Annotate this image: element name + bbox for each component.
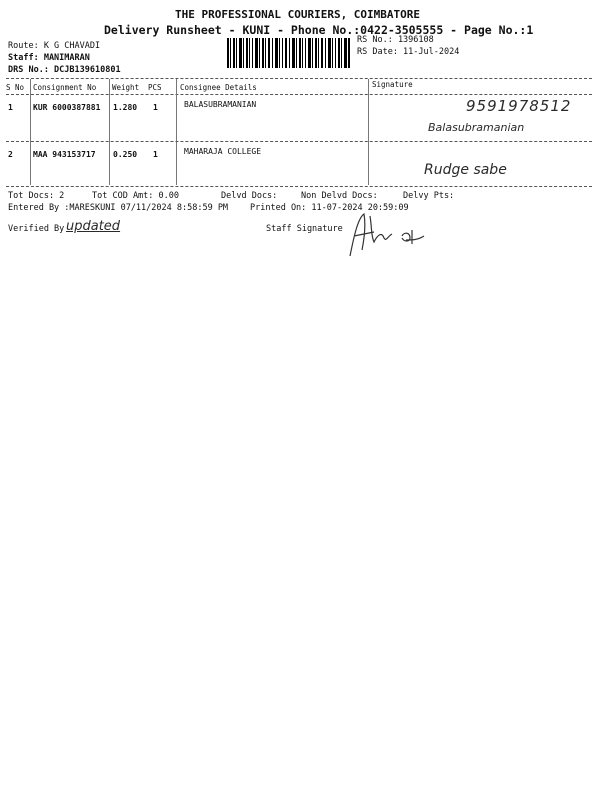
- company-title: THE PROFESSIONAL COURIERS, COIMBATORE: [175, 8, 421, 21]
- handwritten-name-1: Balasubramanian: [428, 121, 525, 134]
- entered-by: Entered By :MARESKUNI 07/11/2024 8:58:59 PM: [8, 203, 229, 213]
- row2-consignee: MAHARAJA COLLEGE: [184, 147, 262, 156]
- staff-signature-scribble: [340, 206, 430, 258]
- row2-consignment: MAA 943153717: [33, 150, 96, 159]
- table-top-rule: [6, 78, 592, 79]
- non-delvd-docs: Non Delvd Docs:: [301, 191, 378, 201]
- col-header-signature: Signature: [372, 80, 413, 89]
- row2-pcs: 1: [153, 150, 158, 159]
- route-label: Route: K G CHAVADI: [8, 41, 101, 51]
- staff-signature-label: Staff Signature: [266, 224, 343, 234]
- row1-consignment: KUR 6000387881: [33, 103, 101, 112]
- row2-weight: 0.250: [113, 150, 138, 159]
- col-divider: [109, 79, 110, 185]
- handwritten-name-2: Rudge sabe: [424, 162, 507, 178]
- verified-by-handwriting: updated: [66, 219, 121, 234]
- row1-pcs: 1: [153, 103, 158, 112]
- col-header-weight: Weight: [112, 83, 140, 92]
- col-header-pcs: PCS: [148, 83, 162, 92]
- runsheet-title: Delivery Runsheet - KUNI - Phone No.:0422-3505555 - Page No.:1: [104, 23, 534, 37]
- col-divider: [368, 79, 369, 185]
- drs-number: DRS No.: DCJB139610801: [8, 65, 121, 75]
- delvy-pts: Delvy Pts:: [403, 191, 455, 201]
- table-bottom-rule: [6, 186, 592, 187]
- barcode-graphic: [227, 38, 351, 68]
- col-header-consignment: Consignment No: [33, 83, 97, 92]
- delvd-docs: Delvd Docs:: [221, 191, 278, 201]
- col-header-consignee: Consignee Details: [180, 83, 257, 92]
- handwritten-phone: 9591978512: [466, 97, 572, 115]
- barcode: [227, 38, 351, 68]
- tot-docs: Tot Docs: 2: [8, 191, 65, 201]
- tot-cod-amt: Tot COD Amt: 0.00: [92, 191, 179, 201]
- col-header-sno: S No: [6, 83, 25, 92]
- row1-weight: 1.280: [113, 103, 138, 112]
- row-rule: [6, 141, 592, 142]
- row1-sno: 1: [8, 103, 13, 112]
- header-rule: [6, 94, 592, 95]
- printed-on: Printed On: 11-07-2024 20:59:09: [250, 203, 409, 213]
- rs-date: RS Date: 11-Jul-2024: [357, 47, 460, 57]
- rs-number: RS No.: 1396108: [357, 35, 434, 45]
- row1-consignee: BALASUBRAMANIAN: [184, 100, 257, 109]
- staff-label: Staff: MANIMARAN: [8, 53, 90, 63]
- col-divider: [30, 79, 31, 185]
- verified-by-label: Verified By: [8, 224, 65, 234]
- row2-sno: 2: [8, 150, 13, 159]
- col-divider: [176, 79, 177, 185]
